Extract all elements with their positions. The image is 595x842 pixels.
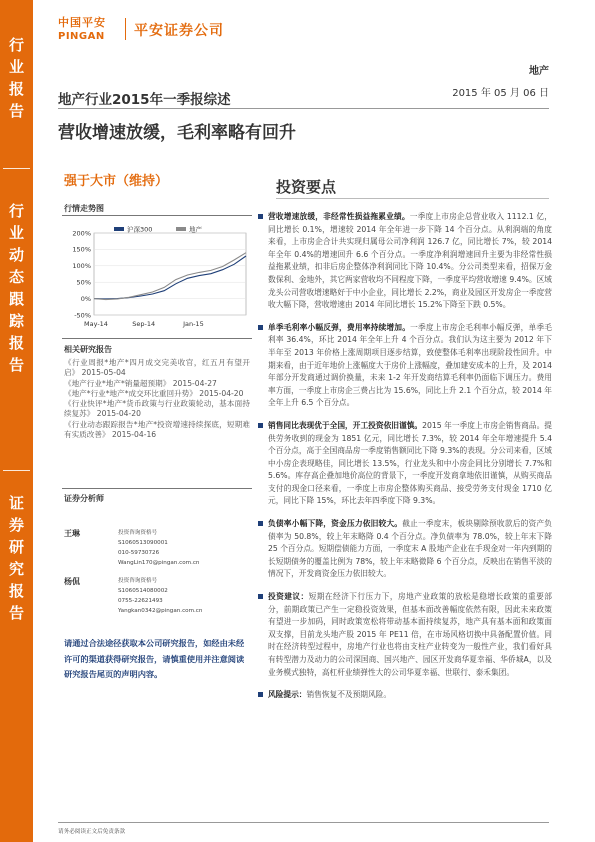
- footer-note: 请务必阅读正文后免责条款: [58, 829, 126, 835]
- sector-tag: 地产: [529, 66, 549, 77]
- analyst-license: S1060514080002: [118, 588, 168, 594]
- analyst-role: 投资咨询资格号: [118, 578, 158, 584]
- chart-y-tick-label: -50%: [74, 311, 91, 320]
- sidebar-label-securities-research: [0, 492, 33, 624]
- sidebar-label-glyph: 告: [8, 604, 24, 622]
- bullet-square-icon: [258, 325, 263, 330]
- analyst-role: 投资咨询资格号: [118, 530, 158, 536]
- key-point: [258, 689, 552, 702]
- key-point-text: 销售恢复不及预期风险。: [306, 690, 392, 700]
- key-point-lead: 营收增速放缓，非经常性损益拖累业绩。: [268, 212, 410, 221]
- related-reports-heading: 相关研究报告: [64, 345, 112, 354]
- sidebar-label-glyph: 报: [8, 80, 24, 98]
- pingan-securities-logo: 平安证券公司: [134, 23, 224, 39]
- key-point: [258, 420, 552, 508]
- rating-badge: 强于大市（维持）: [64, 174, 169, 189]
- sidebar-label-glyph: 证: [8, 494, 24, 512]
- chart-y-ticks: [72, 229, 91, 319]
- sidebar-label-glyph: 研: [8, 538, 24, 556]
- key-point: [258, 518, 552, 581]
- related-reports-list: [64, 358, 250, 440]
- chart-legend: [114, 225, 203, 234]
- related-report-item[interactable]: 《地产*行业*地产*成交环比重回升势》 2015-04-20: [64, 388, 244, 398]
- sidebar-divider: [3, 470, 30, 471]
- sidebar-label-glyph: 券: [8, 516, 24, 534]
- chart-y-tick-label: 200%: [72, 229, 91, 238]
- chart-legend-label: 地产: [189, 225, 202, 234]
- sidebar-label-glyph: 动: [8, 246, 24, 264]
- bullet-square-icon: [258, 214, 263, 219]
- report-date: 2015 年 05 月 06 日: [452, 88, 549, 99]
- analyst-name: 王琳: [64, 529, 80, 538]
- logo-cn-text: 中国平安: [58, 16, 106, 29]
- report-series-title: 地产行业2015年一季报综述: [58, 92, 231, 108]
- sidebar-label-glyph: 业: [8, 224, 24, 242]
- chart-legend-swatch: [114, 227, 124, 231]
- chart-svg: [62, 219, 252, 334]
- sidebar-label-glyph: 行: [8, 36, 24, 54]
- chart-grid: [94, 233, 246, 315]
- key-point: [258, 211, 552, 312]
- chart-plot-frame: [94, 233, 246, 315]
- chart-x-tick-label: Sep-14: [132, 320, 156, 328]
- sidebar-label-text: [0, 34, 33, 122]
- pingan-group-logo: [58, 14, 128, 42]
- sidebar-label-glyph: 究: [8, 560, 24, 578]
- chart-x-tick-label: May-14: [84, 320, 108, 328]
- chart-x-ticks: [84, 320, 204, 328]
- key-point: [258, 322, 552, 410]
- analyst-top-rule: [62, 488, 252, 489]
- section-divider: [276, 198, 549, 199]
- chart-y-tick-label: 100%: [72, 262, 91, 271]
- related-report-item[interactable]: 《行业快评*地产*货币政策与行业政策轮动，基本面持续复苏》 2015-04-20: [64, 399, 250, 419]
- analyst-name: 杨侃: [64, 577, 80, 586]
- chart-y-tick-label: 150%: [72, 245, 91, 254]
- key-point-lead: 风险提示：: [268, 690, 307, 700]
- footer-divider: [58, 822, 549, 823]
- logo-divider: [125, 18, 126, 40]
- sidebar-label-glyph: 行: [8, 202, 24, 220]
- market-trend-chart: [62, 219, 252, 334]
- key-point-text: 2015 年一季度上市房企销售商品。提供劳务收到的现金为 1851 亿元，同比增长 7.3%，较 2014 年全年增速提升 5.4 个百分点，高于全国商品房一季度销售额同比下降 9.3%的表现。分公司来看，区域中小房企表现略佳，同比增长 13.5%，行业龙头和中小房企同比分别增长 7.7%和 5.6%。库存高企叠加地价高位的背景下，一季度开发商拿地依旧谨慎，从购买商品支付的现金口径来看，一季度上市房企整体购买商品、接受劳务支付现金 1710 亿元，同比下降 15%，环比去年四季度下降 9.3%。: [268, 420, 552, 506]
- sidebar-label-glyph: 踪: [8, 312, 24, 330]
- sidebar-label-dynamic-tracking: [0, 200, 33, 376]
- key-point-lead: 投资建议：: [268, 592, 309, 602]
- key-point-text: 一季度上市房企毛利率小幅反弹，单季毛利率 36.4%，环比 2014 年全年上升 4 个百分点。我们认为这主要为 2012 年下半年至 2013 年价格上涨周期项目逐步结算，致使整体毛利率出现阶段性回升。中期来看，由于近年地价上涨幅度大于房价上涨幅度，叠加建安成本的上升，及 2014 年部分开发商通过调价换量，未来 1-2 年开发商结算毛利率仍面临下调压力。费用率方面，一季度上市房企三费占比为 15.6%，同比上升 2.1 个百分点，较 2014 年全年上升 6.5 个百分点。: [268, 322, 552, 408]
- key-point-lead: 单季毛利率小幅反弹，费用率持续增加。: [268, 322, 411, 332]
- sidebar-label-glyph: 告: [8, 102, 24, 120]
- related-report-item[interactable]: 《行业周报*地产*四月成交完美收官，红五月有望开启》 2015-05-04: [64, 358, 250, 378]
- header-divider: [58, 108, 549, 109]
- key-points: [258, 211, 552, 712]
- chart-legend-swatch: [176, 227, 186, 231]
- analyst-phone: 010-59730726: [118, 550, 160, 556]
- sidebar-label-text: [0, 492, 33, 624]
- analyst-phone: 0755-22621493: [118, 598, 163, 604]
- chart-legend-label: 沪深300: [127, 225, 153, 234]
- page-title: 营收增速放缓，毛利率略有回升: [58, 123, 296, 143]
- related-top-rule: [62, 338, 252, 339]
- related-report-item[interactable]: 《地产行业*地产*销量超预期》 2015-04-27: [64, 378, 217, 388]
- sidebar-divider: [3, 168, 30, 169]
- sidebar-label-glyph: 态: [8, 268, 24, 286]
- sidebar-label-glyph: 报: [8, 582, 24, 600]
- bullet-square-icon: [258, 594, 263, 599]
- analyst-contact: [118, 576, 202, 616]
- logo-en-text: PINGAN: [58, 31, 105, 42]
- key-point-lead: 负债率小幅下降，资金压力依旧较大。: [268, 519, 403, 529]
- chart-x-tick-label: Jan-15: [183, 320, 204, 328]
- bullet-square-icon: [258, 692, 263, 697]
- analyst-contact: [118, 528, 199, 568]
- sidebar-label-glyph: 业: [8, 58, 24, 76]
- bullet-square-icon: [258, 521, 263, 526]
- key-point-text: 一季度上市房企总营业收入 1112.1 亿，同比增长 0.1%，增速较 2014 年全年进一步下降 14 个百分点。从利润端的角度来看，上市房企合计共实现归属母公司净利润 126.7 亿，同比增长 7%，较 2014 年全年 0.4%的增速回升 6.6 个百分点。一季度净利润增速回升主要为非经常性损益拖累业绩，扣非后房企整体净利润同比下降 10.4%。分公司类型来看，招保万金数保利、金地外，其它两家营收均不同程度下降，一季度平均营收增速 9.4%。区域龙头公司营收增速略好于中小企业，同比增长 2.2%，商业及园区开发房企一季度营收大幅下降，营收增速由 2014 年同比增长 15.2%下降至下跌 0.5%。: [268, 212, 552, 310]
- key-point-lead: 销售同比表现优于全国，开工投资依旧谨慎。: [268, 420, 423, 430]
- bullet-square-icon: [258, 423, 263, 428]
- sidebar: [0, 0, 33, 842]
- related-report-item[interactable]: 《行业动态跟踪报告*地产*投资增速持续探底，短期难有实质改善》 2015-04-16: [64, 419, 250, 440]
- section-title: 投资要点: [276, 178, 337, 196]
- sidebar-label-glyph: 告: [8, 356, 24, 374]
- sidebar-label-text: [0, 200, 33, 376]
- analysts-heading: 证券分析师: [64, 494, 104, 503]
- chart-y-tick-label: 50%: [76, 278, 91, 287]
- chart-y-tick-label: 0%: [80, 294, 91, 303]
- analyst-license: S1060513090001: [118, 540, 168, 546]
- chart-series-line: [94, 253, 246, 300]
- key-point-text: 截止一季度末，板块剔除预收款后的资产负债率为 50.8%，较上年末略降 0.4 个百分点。净负债率为 78.0%，较上年末下降 25 个百分点。短期偿债能力方面，一季度末 A 股地产企业在手现金对一年内到期的长短期债务的覆盖比例为 78%，较上年末略微降 6 个百分点，反映出在销售平淡的情况下，开发商资金压力依旧较大。: [268, 519, 552, 579]
- analyst-email[interactable]: Yangkan0342@pingan.com.cn: [118, 608, 203, 614]
- key-point-text: 短期在经济下行压力下，房地产业政策的放松是稳增长政策的重要部分，前期政策已产生一定稳投资效果，但基本面改善幅度依然有限，因此未来政策有望进一步加码，同时政策宽松将带动基本面持续复苏，地产具有基本面和政策面双支撑，目前龙头地产股 2015 年 PE11 倍，在市场风格切换中具备配置价值。同时在经济转型过程中，房地产行业也将由支柱产业转变为一般性产业，我们看好具有转型潜力及动力的公司深国商、国兴地产、园区开发商华夏幸福、华侨城A，以及业务模式独特，高杠杆业绩弹性大的公司华夏幸福、世联行、泰禾集团。: [268, 592, 552, 677]
- chart-top-rule: [62, 215, 252, 216]
- chart-series-line: [94, 256, 246, 299]
- chart-series: [94, 253, 246, 300]
- key-point: [258, 591, 552, 679]
- sidebar-label-industry-report: [0, 34, 33, 122]
- disclaimer-note: 请通过合法途径获取本公司研究报告，如经由未经许可的渠道获得研究报告，请慎重使用并注意阅读研究报告尾页的声明内容。: [64, 638, 245, 679]
- sidebar-label-glyph: 报: [8, 334, 24, 352]
- sidebar-label-glyph: 跟: [8, 290, 24, 308]
- analyst-email[interactable]: WangLin170@pingan.com.cn: [118, 560, 200, 566]
- chart-heading: 行情走势图: [64, 204, 104, 213]
